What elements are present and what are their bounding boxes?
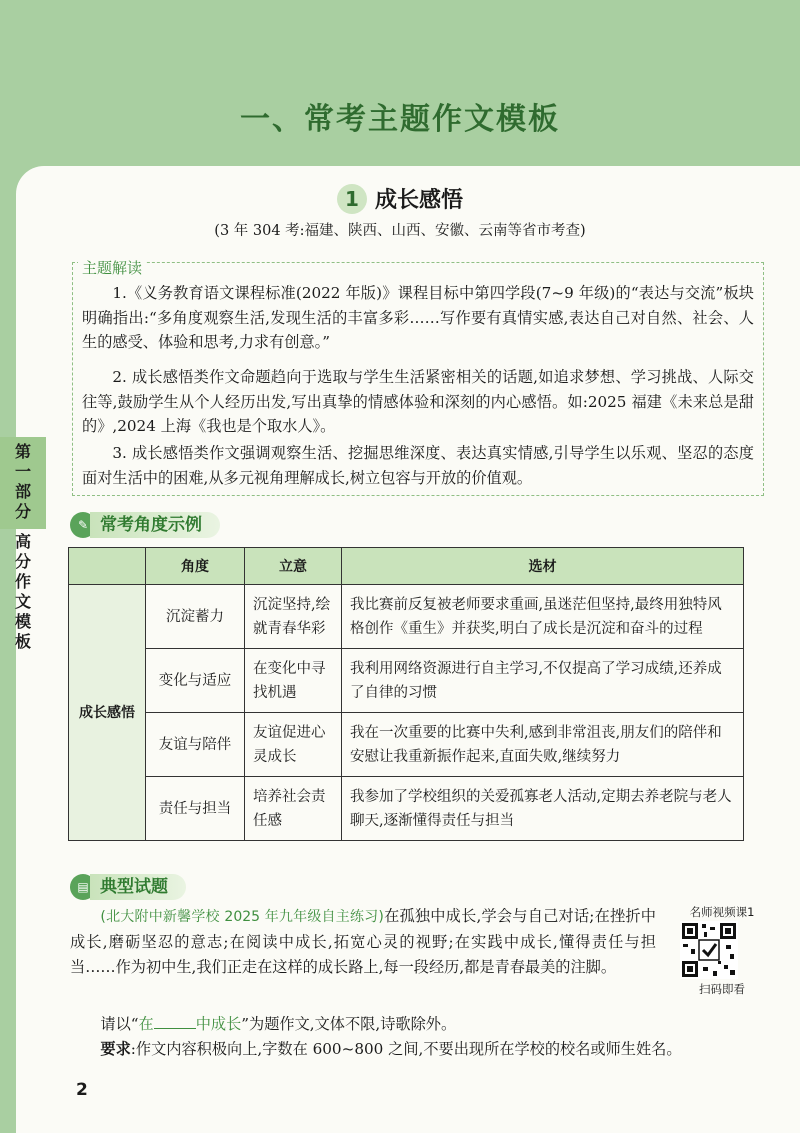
exam-requirement [70, 1037, 750, 1062]
table-row [69, 649, 744, 713]
page-title: 一、常考主题作文模板 [240, 102, 560, 137]
table-cell-angle: 变化与适应 [146, 649, 245, 713]
table-row [69, 713, 744, 777]
exam-task-title-a: 在 [138, 1015, 154, 1033]
exam-source: (北大附中新馨学校 2025 年九年级自主练习) [100, 909, 384, 925]
topic-heading [0, 183, 800, 214]
table-cell-angle: 责任与担当 [146, 777, 245, 841]
table-cell-idea: 友谊促进心灵成长 [245, 713, 342, 777]
qr-title: 名师视频课1 [689, 905, 755, 919]
topic-title: 成长感悟 [374, 188, 463, 213]
angles-section-label: 常考角度示例 [90, 512, 220, 538]
table-cell-material: 我利用网络资源进行自主学习,不仅提高了学习成绩,还养成了自律的习惯 [342, 649, 744, 713]
pen-icon: ✎ [70, 512, 96, 538]
topic-number-badge: 1 [337, 184, 367, 214]
table-header-material: 选材 [342, 548, 744, 585]
theme-paragraph-2: 2. 成长感悟类作文命题趋向于选取与学生生活紧密相关的话题,如追求梦想、学习挑战、人际交往等,鼓励学生从个人经历出发,写出真挚的情感体验和深刻的内心感悟。如:2025 福建《未来总是甜的》,2024 上海《我也是个取水人》。 [82, 368, 754, 435]
exam-prompt [70, 904, 656, 980]
document-icon: ▤ [70, 874, 96, 900]
exam-task [70, 1012, 750, 1037]
theme-paragraph-1: 1.《义务教育语文课程标准(2022 年版)》课程目标中第四学段(7~9 年级)的“表达与交流”板块明确指出:“多角度观察生活,发现生活的丰富多彩……写作要有真情实感,表达自己对自然、社会、人生的感受、体验和思考,力求有创意。” [82, 284, 754, 351]
exam-section-heading [70, 874, 186, 900]
topic-subtitle: (3 年 304 考:福建、陕西、山西、安徽、云南等省市考查) [214, 223, 586, 239]
angles-table [68, 547, 744, 841]
exam-task-prefix: 请以“ [100, 1015, 139, 1033]
side-sub-label: 高分作文模板 [14, 532, 31, 651]
theme-label: 主题解读 [78, 257, 146, 278]
exam-title-blank [154, 1028, 196, 1029]
table-header-idea: 立意 [245, 548, 342, 585]
angles-section-heading [70, 512, 220, 538]
table-header-row [69, 548, 744, 585]
table-row [69, 777, 744, 841]
table-cell-angle: 友谊与陪伴 [146, 713, 245, 777]
exam-requirement-label: 要求 [100, 1040, 131, 1058]
header-band [0, 0, 800, 180]
page-number: 2 [76, 1080, 88, 1100]
qr-caption: 扫码即看 [699, 982, 745, 996]
table-category: 成长感悟 [69, 585, 146, 841]
side-tab-label: 第一部分 [14, 442, 31, 521]
table-cell-idea: 在变化中寻找机遇 [245, 649, 342, 713]
table-header-empty [69, 548, 146, 585]
qr-code-icon[interactable] [680, 921, 738, 979]
table-cell-angle: 沉淀蓄力 [146, 585, 245, 649]
exam-requirement-text: :作文内容积极向上,字数在 600~800 之间,不要出现所在学校的校名或师生姓名。 [130, 1040, 682, 1058]
exam-task-suffix: ”为题作文,文体不限,诗歌除外。 [241, 1015, 457, 1033]
table-row [69, 585, 744, 649]
table-header-angle: 角度 [146, 548, 245, 585]
table-cell-idea: 沉淀坚持,绘就青春华彩 [245, 585, 342, 649]
table-cell-material: 我在一次重要的比赛中失利,感到非常沮丧,朋友们的陪伴和安慰让我重新振作起来,直面失败,继续努力 [342, 713, 744, 777]
table-cell-idea: 培养社会责任感 [245, 777, 342, 841]
exam-task-title-b: 中成长 [195, 1015, 242, 1033]
theme-paragraph-3: 3. 成长感悟类作文强调观察生活、挖掘思维深度、表达真实情感,引导学生以乐观、坚忍的态度面对生活中的困难,从多元视角理解成长,树立包容与开放的价值观。 [82, 444, 754, 487]
exam-section-label: 典型试题 [90, 874, 186, 900]
table-cell-material: 我参加了学校组织的关爱孤寡老人活动,定期去养老院与老人聊天,逐渐懂得责任与担当 [342, 777, 744, 841]
table-cell-material: 我比赛前反复被老师要求重画,虽迷茫但坚持,最终用独特风格创作《重生》并获奖,明白了成长是沉淀和奋斗的过程 [342, 585, 744, 649]
exam-prompt-text: 在孤独中成长,学会与自己对话;在挫折中成长,磨砺坚忍的意志;在阅读中成长,拓宽心灵的视野;在实践中成长,懂得责任与担当……作为初中生,我们正走在这样的成长路上,每一段经历,都是青春最美的注脚。 [70, 907, 656, 976]
